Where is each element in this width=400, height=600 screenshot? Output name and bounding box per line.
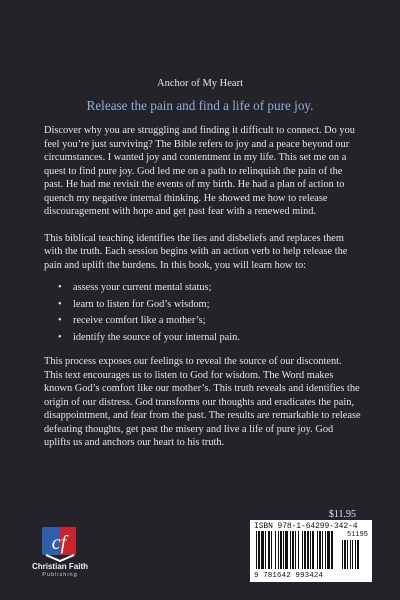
paragraph-intro: Discover why you are struggling and finding it difficult to connect. Do you feel you’re just surviving? The Bible refers to joy and a peace beyond our circumstances. I wanted joy and contentment in my life. This set me on a quest to find pure joy. God led me on a path to relinquish the pain of the past. He had me revisit the events of my birth. He had a plan of action to quench my negative internal thinking. He showed me how to release discouragement with hope and get past fear with a renewed mind. xyxy=(44,125,355,217)
list-item: • identify the source of your internal pain. xyxy=(73,332,362,345)
book-title: Anchor of My Heart xyxy=(156,78,243,89)
list-item: • receive comfort like a mother’s; xyxy=(73,315,362,328)
publisher-name: Christian Faith xyxy=(31,562,88,571)
list-item: • assess your current mental status; xyxy=(73,282,362,295)
tagline: Release the pain and find a life of pure joy. xyxy=(86,98,314,113)
description xyxy=(44,124,362,463)
publisher-sub: Publishing xyxy=(42,572,78,578)
learning-list xyxy=(44,282,362,344)
isbn-addon: 51195 xyxy=(346,531,368,539)
publisher-logo xyxy=(24,524,96,584)
paragraph-closing: This process exposes our feelings to reveal the source of our discontent. This text encourages us to listen to God for wisdom. The Word makes known God’s comfort like our mother’s. This truth reveals and identifies the origin of our distress. God transforms our thoughts and eradicates the pain, disappointment, and fear from the past. The results are remarkable to release defeating thoughts, get past the misery and live a life of pure joy. God uplifts us and anchors our heart to his truth. xyxy=(44,356,361,448)
paragraph-teaching: This biblical teaching identifies the lies and disbeliefs and replaces them with the truth. Each session begins with an action verb to help release the pain and uplift the burdens. In this book, you will learn how to: xyxy=(44,232,348,271)
svg-text:cf: cf xyxy=(51,532,67,554)
isbn-barcode xyxy=(250,520,372,582)
list-item: • learn to listen for God’s wisdom; xyxy=(73,299,362,312)
ean-digits: 9 781642 993424 xyxy=(254,572,324,580)
price: $11.95 xyxy=(328,509,356,520)
publisher-mark-icon xyxy=(24,524,96,562)
isbn-label: ISBN 978-1-64299-342-4 xyxy=(254,522,358,531)
